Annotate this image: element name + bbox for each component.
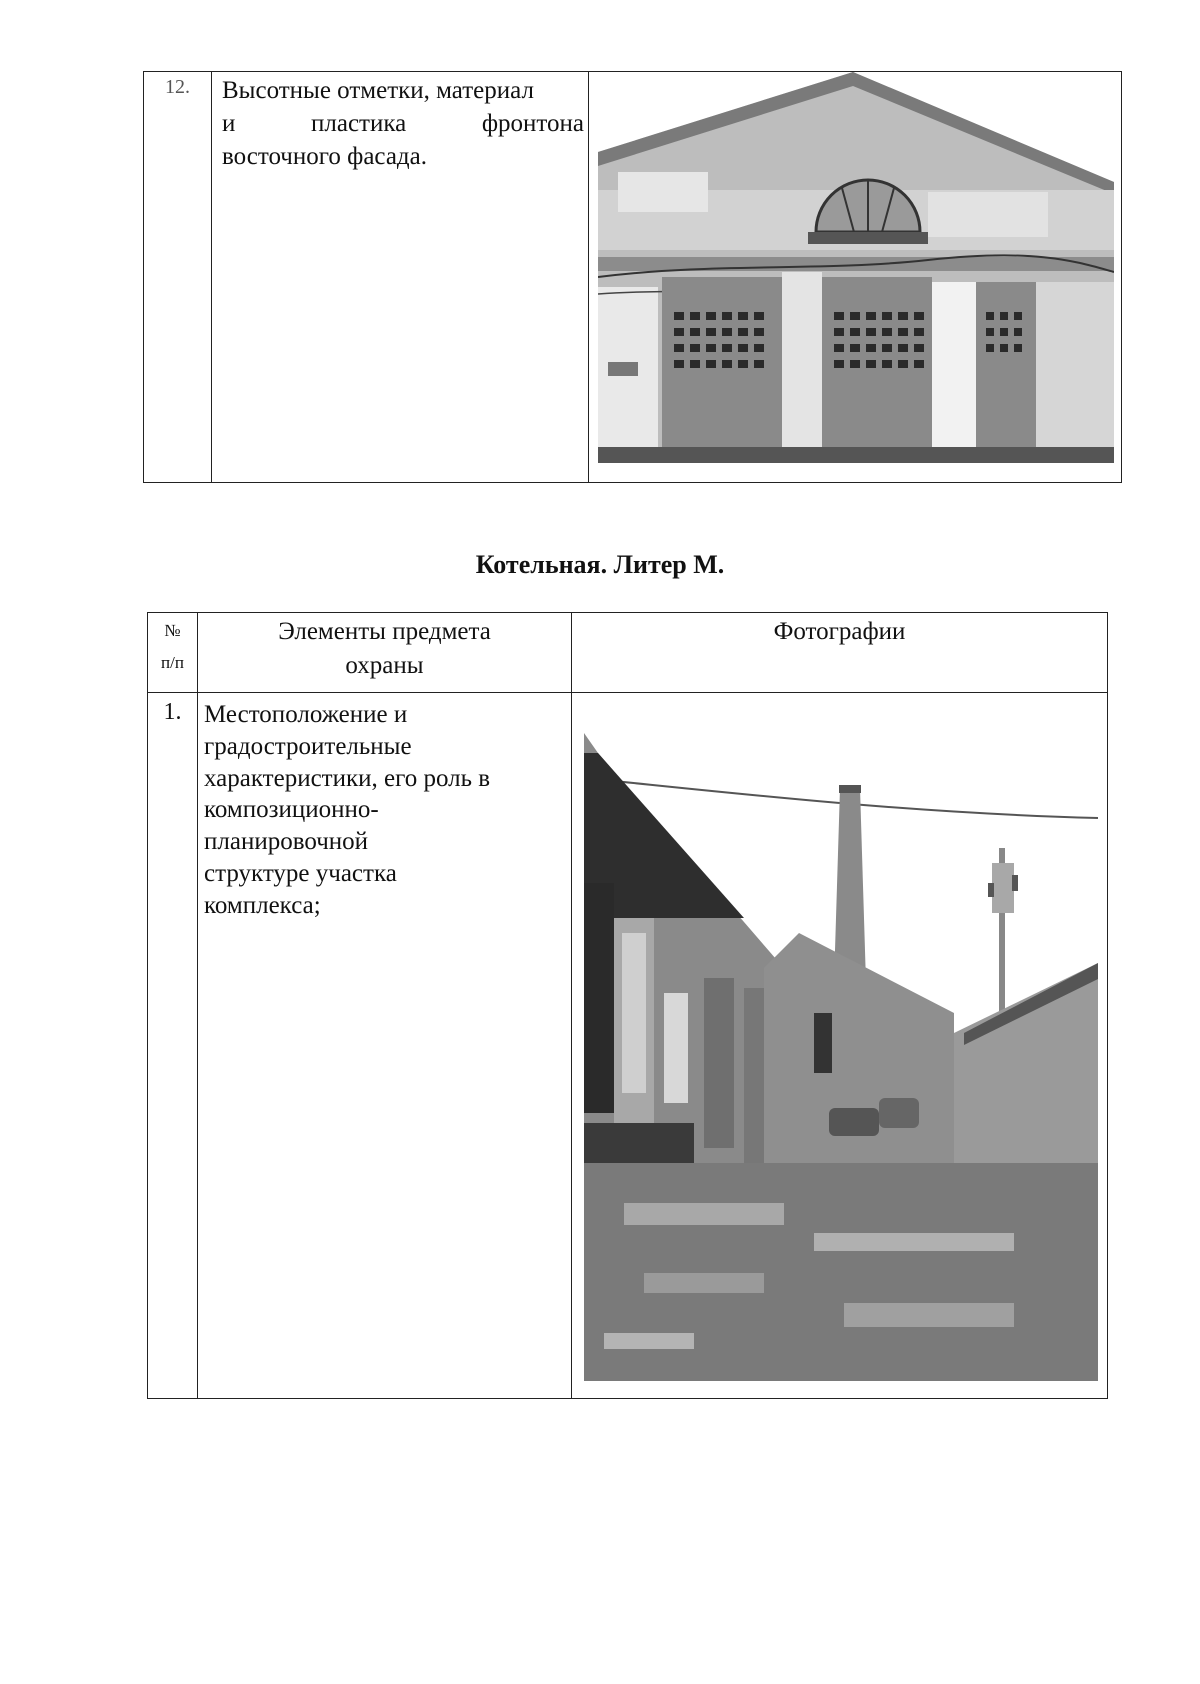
table-row: [144, 72, 1122, 483]
text-line: восточного фасада.: [222, 143, 427, 170]
protection-elements-table: [147, 612, 1108, 1399]
text-line: планировочной: [204, 828, 369, 855]
photo-cell: [572, 693, 1108, 1399]
row-number: 12.: [144, 72, 212, 483]
table-row: [148, 693, 1108, 1399]
elements-column-header: [198, 613, 572, 693]
text-line: композиционно-: [204, 796, 379, 824]
protection-element-text: [198, 693, 572, 1399]
header-line: охраны: [345, 651, 424, 679]
boiler-house-courtyard-photo: [584, 733, 1098, 1381]
photo-cell: [589, 72, 1122, 483]
number-column-header: [148, 613, 198, 693]
row-number: 1.: [148, 693, 198, 1399]
text-line: характеристики, его роль в: [204, 764, 491, 792]
text-line: комплекса;: [204, 891, 321, 919]
protection-element-text: [212, 72, 589, 483]
text-line: и пластика фронтона: [222, 110, 584, 137]
text-line: градостроительные: [204, 732, 412, 760]
protection-elements-table-continued: [143, 71, 1122, 483]
header-line: Элементы предмета: [278, 618, 491, 645]
section-title: Котельная. Литер М.: [475, 550, 725, 579]
table-header-row: [148, 613, 1108, 693]
photos-column-header: Фотографии: [572, 613, 1108, 693]
header-line: п/п: [161, 653, 184, 673]
text-line: структуре участка: [204, 859, 397, 887]
text-line: Местоположение и: [204, 701, 408, 728]
header-line: №: [164, 621, 181, 640]
east-facade-pediment-photo: [598, 72, 1114, 463]
text-line: Высотные отметки, материал: [222, 77, 534, 104]
